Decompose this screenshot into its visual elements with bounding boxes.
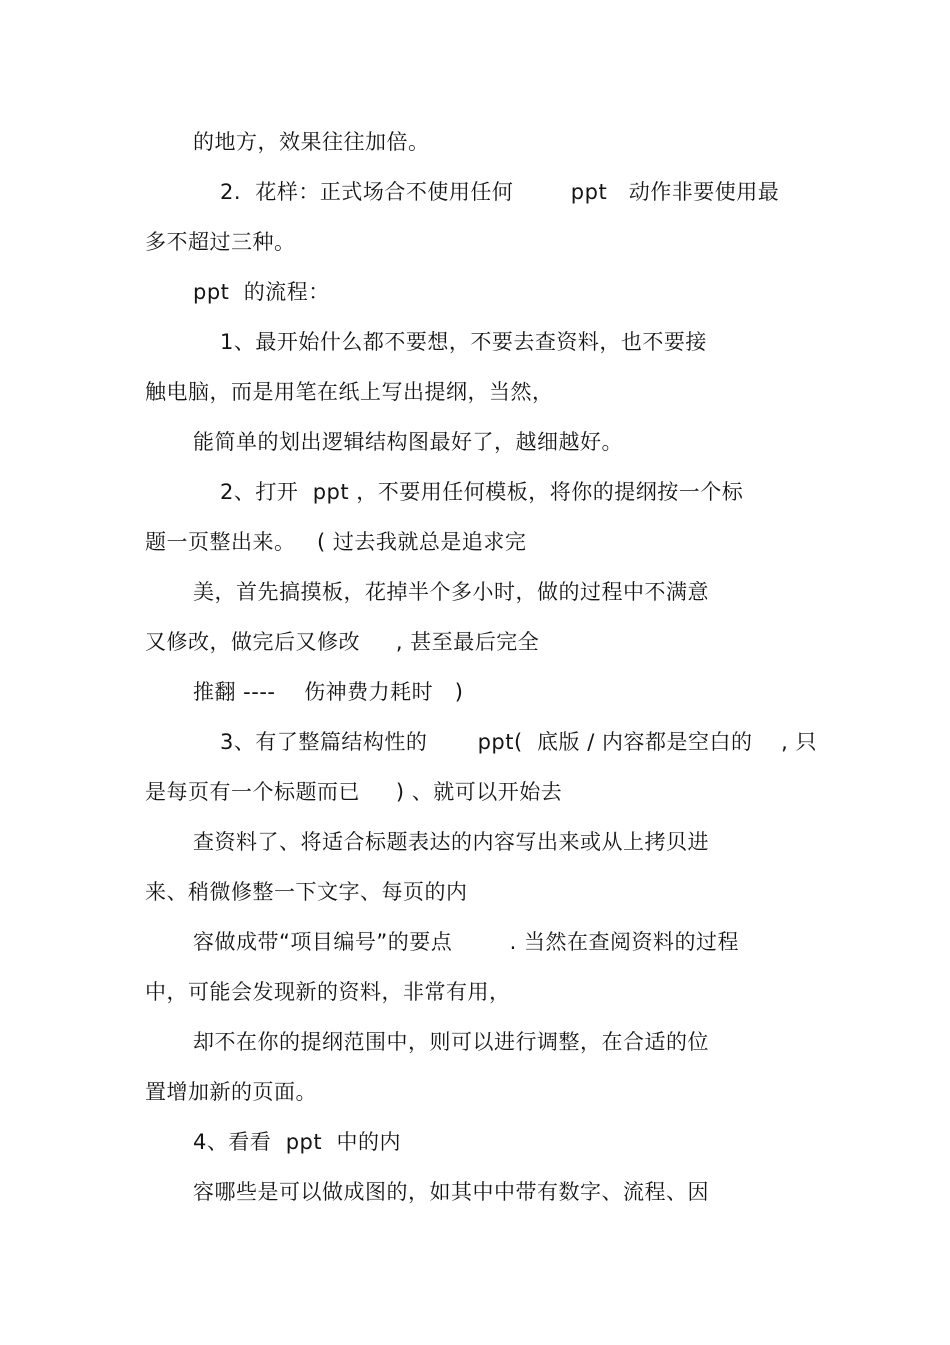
- text-line-7: 能简单的划出逻辑结构图最好了，越细越好。: [193, 430, 623, 454]
- text-line-19: 却不在你的提纲范围中，则可以进行调整，在合适的位: [193, 1030, 709, 1054]
- text-line-4: ppt 的流程：: [193, 280, 330, 304]
- text-line-12: 推翻 ---- 伤神费力耗时 ): [193, 680, 464, 704]
- text-line-5: 1、最开始什么都不要想，不要去查资料，也不要接: [220, 330, 707, 354]
- text-line-22: 容哪些是可以做成图的，如其中中带有数字、流程、因: [193, 1180, 709, 1204]
- text-line-11: 又修改，做完后又修改 , 甚至最后完全: [145, 630, 540, 654]
- text-line-1: 的地方，效果往往加倍。: [193, 130, 430, 154]
- text-line-2: 2. 花样：正式场合不使用任何 ppt 动作非要使用最: [220, 180, 780, 204]
- text-line-6: 触电脑，而是用笔在纸上写出提纲，当然，: [145, 380, 554, 404]
- text-line-20: 置增加新的页面。: [145, 1080, 317, 1104]
- text-line-17: 容做成带“项目编号”的要点 . 当然在查阅资料的过程: [193, 930, 740, 954]
- text-line-3: 多不超过三种。: [145, 230, 296, 254]
- text-line-8: 2、打开 ppt ，不要用任何模板，将你的提纲按一个标: [220, 480, 744, 504]
- text-line-16: 来、稍微修整一下文字、每页的内: [145, 880, 468, 904]
- text-line-13: 3、有了整篇结构性的 ppt( 底版 / 内容都是空白的 , 只: [220, 730, 818, 754]
- text-line-14: 是每页有一个标题而已 ) 、就可以开始去: [145, 780, 563, 804]
- text-line-9: 题一页整出来。 ( 过去我就总是追求完: [145, 530, 527, 554]
- text-line-10: 美，首先搞摸板，花掉半个多小时，做的过程中不满意: [193, 580, 709, 604]
- text-line-21: 4、看看 ppt 中的内: [193, 1130, 401, 1154]
- text-line-18: 中，可能会发现新的资料，非常有用，: [145, 980, 511, 1004]
- text-line-15: 查资料了、将适合标题表达的内容写出来或从上拷贝进: [193, 830, 709, 854]
